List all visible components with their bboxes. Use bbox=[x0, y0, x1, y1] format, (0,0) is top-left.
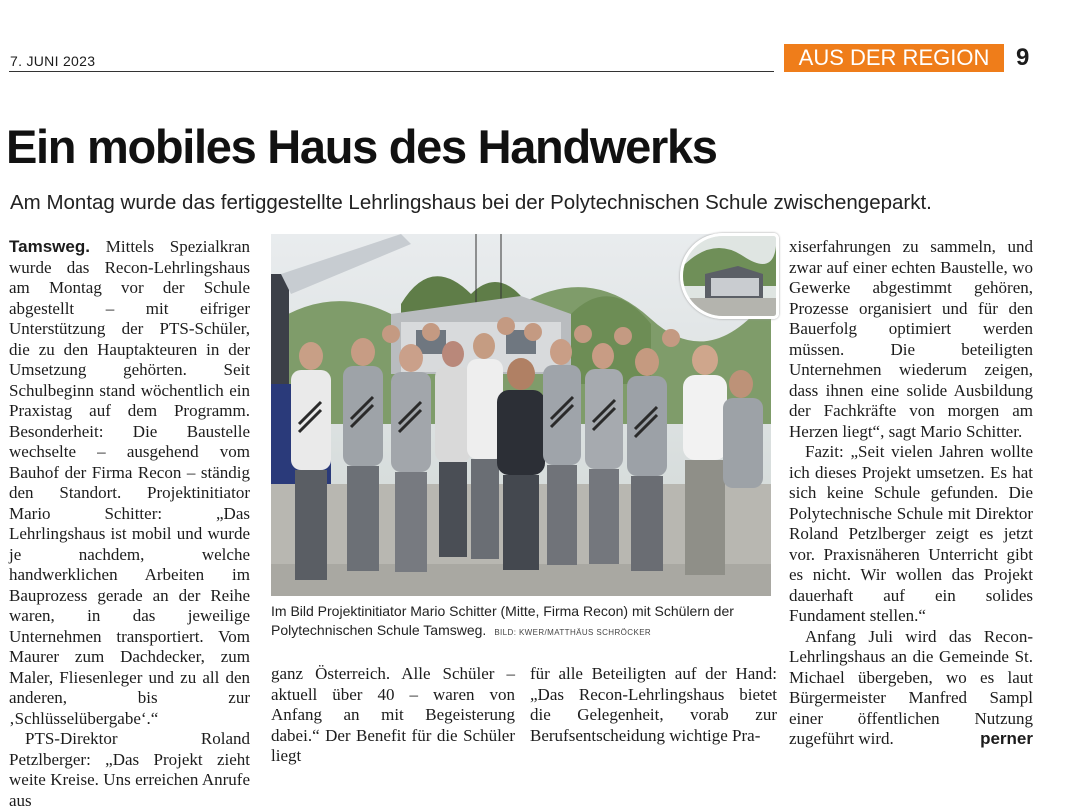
article-headline: Ein mobiles Haus des Handwerks bbox=[6, 120, 717, 173]
paragraph-text: Mittels Spezialkran wurde das Recon-Lehrlingshaus am Montag vor der Schule abgestellt – mit eifriger Unterstützung der PTS-Schüler, die zu den Hauptakteuren in der Umsetzung gehörten. Seit Schulbeginn stand wöchentlich ein Praxistag auf dem Programm. Besonderheit: Die Baustelle wechselte – ausgehend vom Bauhof der Firma Recon – ständig den Standort. Projektinitiator Mario Schitter: „Das Lehrlingshaus ist mobil und wurde je nachdem, welche handwerklichen Arbeiten im Bauprozess gerade an der Reihe waren, in das jeweilige Unternehmen transportiert. Vom Maurer zum Dachdecker, zum Maler, Fliesenleger und zu all den anderen, bis zur ‚Schlüsselübergabe‘.“ bbox=[9, 237, 250, 728]
photo-caption bbox=[271, 602, 776, 642]
paragraph: xiserfahrungen zu sammeln, und zwar auf einer echten Baustelle, wo Gewerke abgestimmt gehören, Prozesse organisiert und für den Bauerfolg optimiert werden müssen. Die beteiligten Unternehmen wiederum zeigen, dass ihnen eine solide Ausbildung der Fachkräfte von morgen am Herzen liegt“, sagt Mario Schitter. bbox=[789, 237, 1033, 441]
issue-date: 7. JUNI 2023 bbox=[10, 53, 96, 69]
article-subheadline: Am Montag wurde das fertiggestellte Lehrlingshaus bei der Polytechnischen Schule zwischengeparkt. bbox=[10, 191, 932, 214]
article-column-3 bbox=[530, 664, 777, 746]
article-column-1 bbox=[9, 237, 250, 811]
paragraph: ganz Österreich. Alle Schüler – aktuell über 40 – waren von Anfang an mit Begeisterung dabei.“ Der Benefit für die Schüler liegt bbox=[271, 664, 515, 765]
paragraph bbox=[9, 237, 250, 729]
header-rule bbox=[9, 71, 774, 72]
paragraph: Anfang Juli wird das Recon-Lehrlingshaus an die Gemeinde St. Michael übergeben, wo es laut Bürgermeister Manfred Sampl einer öffentlichen Nutzung zugeführt wird. bbox=[789, 626, 1033, 748]
section-label: AUS DER REGION bbox=[784, 44, 1004, 72]
article-column-4 bbox=[789, 237, 1033, 750]
inset-house-illustration bbox=[683, 236, 776, 316]
caption-text: Im Bild Projektinitiator Mario Schitter (Mitte, Firma Recon) mit Schülern der Polytechnischen Schule Tamsweg. bbox=[271, 603, 734, 638]
paragraph: für alle Beteiligten auf der Hand: „Das Recon-Lehrlingshaus bietet die Gelegenheit, vorab zur Berufsentscheidung wichtige Pra- bbox=[530, 664, 777, 745]
paragraph: PTS-Direktor Roland Petzlberger: „Das Projekt zieht weite Kreise. Uns erreichen Anrufe aus bbox=[9, 729, 250, 810]
page-number: 9 bbox=[1016, 44, 1030, 71]
photo-credit: BILD: KWER/MATTHÄUS SCHRÖCKER bbox=[494, 628, 652, 637]
author-signature: perner bbox=[980, 729, 1033, 748]
article-column-2 bbox=[271, 664, 515, 767]
inset-photo bbox=[680, 233, 779, 319]
paragraph: Fazit: „Seit vielen Jahren wollte ich dieses Projekt umsetzen. Es hat sich keine Schule gefunden. Die Polytechnische Schule mit Direktor Roland Petzlberger zeigt es jetzt vor. Praxisnäheren Unterricht gibt es nicht. Wir wollen das Projekt dauerhaft auf ein solides Fundament stellen.“ bbox=[789, 442, 1033, 625]
dateline: Tamsweg. bbox=[9, 237, 90, 256]
